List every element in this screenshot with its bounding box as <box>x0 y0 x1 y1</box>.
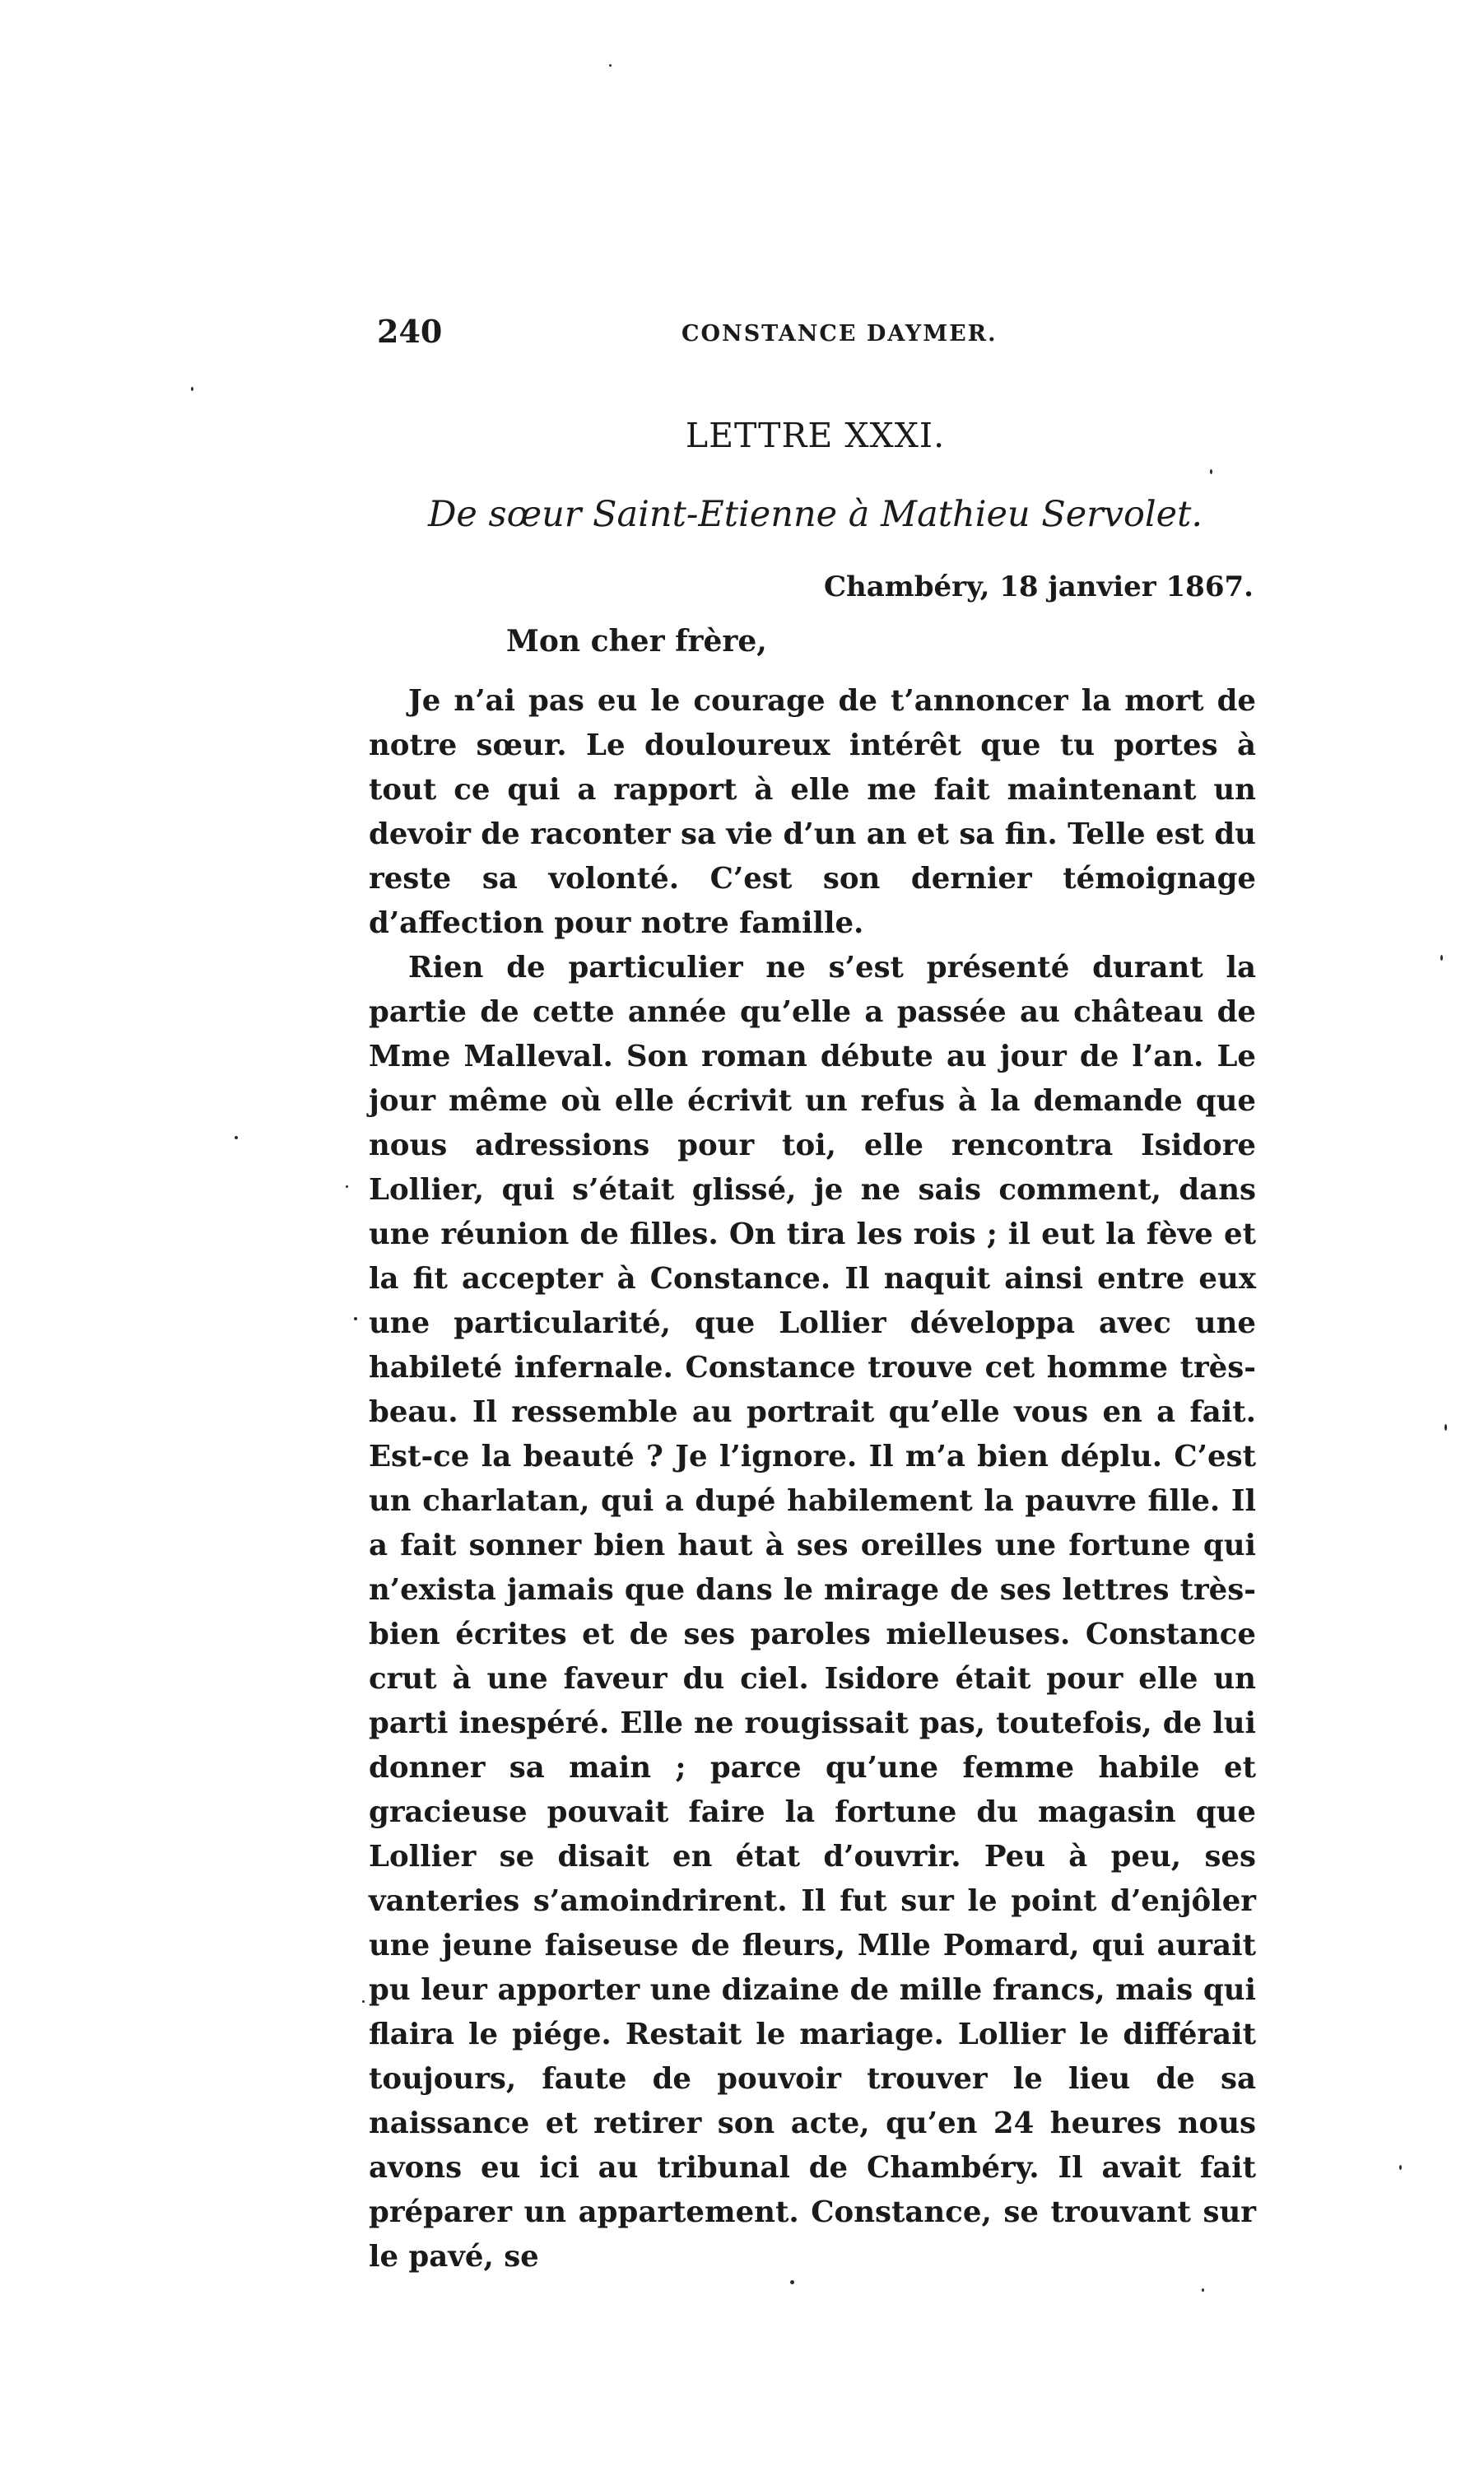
scan-speck <box>362 2000 365 2003</box>
scan-speck <box>191 387 193 391</box>
page-number: 240 <box>377 313 443 350</box>
scan-speck <box>1440 955 1443 961</box>
scan-speck <box>609 64 612 67</box>
letter-title: LETTRE XXXI. <box>685 416 946 455</box>
letter-salutation: Mon cher frère, <box>506 624 767 659</box>
scan-speck <box>1202 2288 1204 2292</box>
scan-speck <box>235 1136 238 1139</box>
letter-dateline: Chambéry, 18 janvier 1867. <box>823 570 1254 603</box>
scan-speck <box>1210 469 1212 474</box>
paragraph-2: Rien de particulier ne s’est présenté durant la partie de cette année qu’elle a passée au château de Mme Malleval. Son roman débute au jour de l’an. Le jour même où elle écrivit un refus à la demande que nous adressions pour toi, elle rencontra Isidore Lollier, qui s’était glissé, je ne sais comment, dans une réunion de filles. On tira les rois ; il eut la fève et la fit accepter à Constance. Il naquit ainsi entre eux une particularité, que Lollier développa avec une habileté infernale. Constance trouve cet homme très-beau. Il ressemble au portrait qu’elle vous en a fait. Est-ce la beauté ? Je l’ignore. Il m’a bien déplu. C’est un charlatan, qui a dupé habilement la pauvre fille. Il a fait sonner bien haut à ses oreilles une fortune qui n’exista jamais que dans le mirage de ses lettres très-bien écrites et de ses paroles mielleuses. Constance crut à une faveur du ciel. Isidore était pour elle un parti inespéré. Elle ne rougissait pas, toutefois, de lui donner sa main ; parce qu’une femme habile et gracieuse pouvait faire la fortune du magasin que Lollier se disait en état d’ouvrir. Peu à peu, ses vanteries s’amoindrirent. Il fut sur le point d’enjôler une jeune faiseuse de fleurs, Mlle Pomard, qui aurait pu leur apporter une dizaine de mille francs, mais qui flaira le piége. Restait le mariage. Lollier le différait toujours, faute de pouvoir trouver le lieu de sa naissance et retirer son acte, qu’en 24 heures nous avons eu ici au tribunal de Chambéry. Il avait fait préparer un appartement. Constance, se trouvant sur le pavé, se <box>369 951 1256 2274</box>
running-title: CONSTANCE DAYMER. <box>682 321 998 347</box>
letter-body <box>369 679 1256 2279</box>
paragraph-1: Je n’ai pas eu le courage de t’annoncer la mort de notre sœur. Le douloureux intérêt que tu portes à tout ce qui a rapport à elle me fait maintenant un devoir de raconter sa vie d’un an et sa fin. Telle est du reste sa volonté. C’est son dernier témoignage d’affection pour notre famille. <box>369 684 1256 940</box>
scan-speck <box>354 1317 357 1320</box>
page-header <box>377 313 1254 362</box>
scan-speck <box>346 1185 348 1188</box>
letter-subtitle: De sœur Saint-Etienne à Mathieu Servolet. <box>427 494 1203 535</box>
scan-speck <box>1399 2165 1402 2170</box>
scan-speck <box>790 2280 794 2284</box>
scan-speck <box>1444 1424 1447 1431</box>
